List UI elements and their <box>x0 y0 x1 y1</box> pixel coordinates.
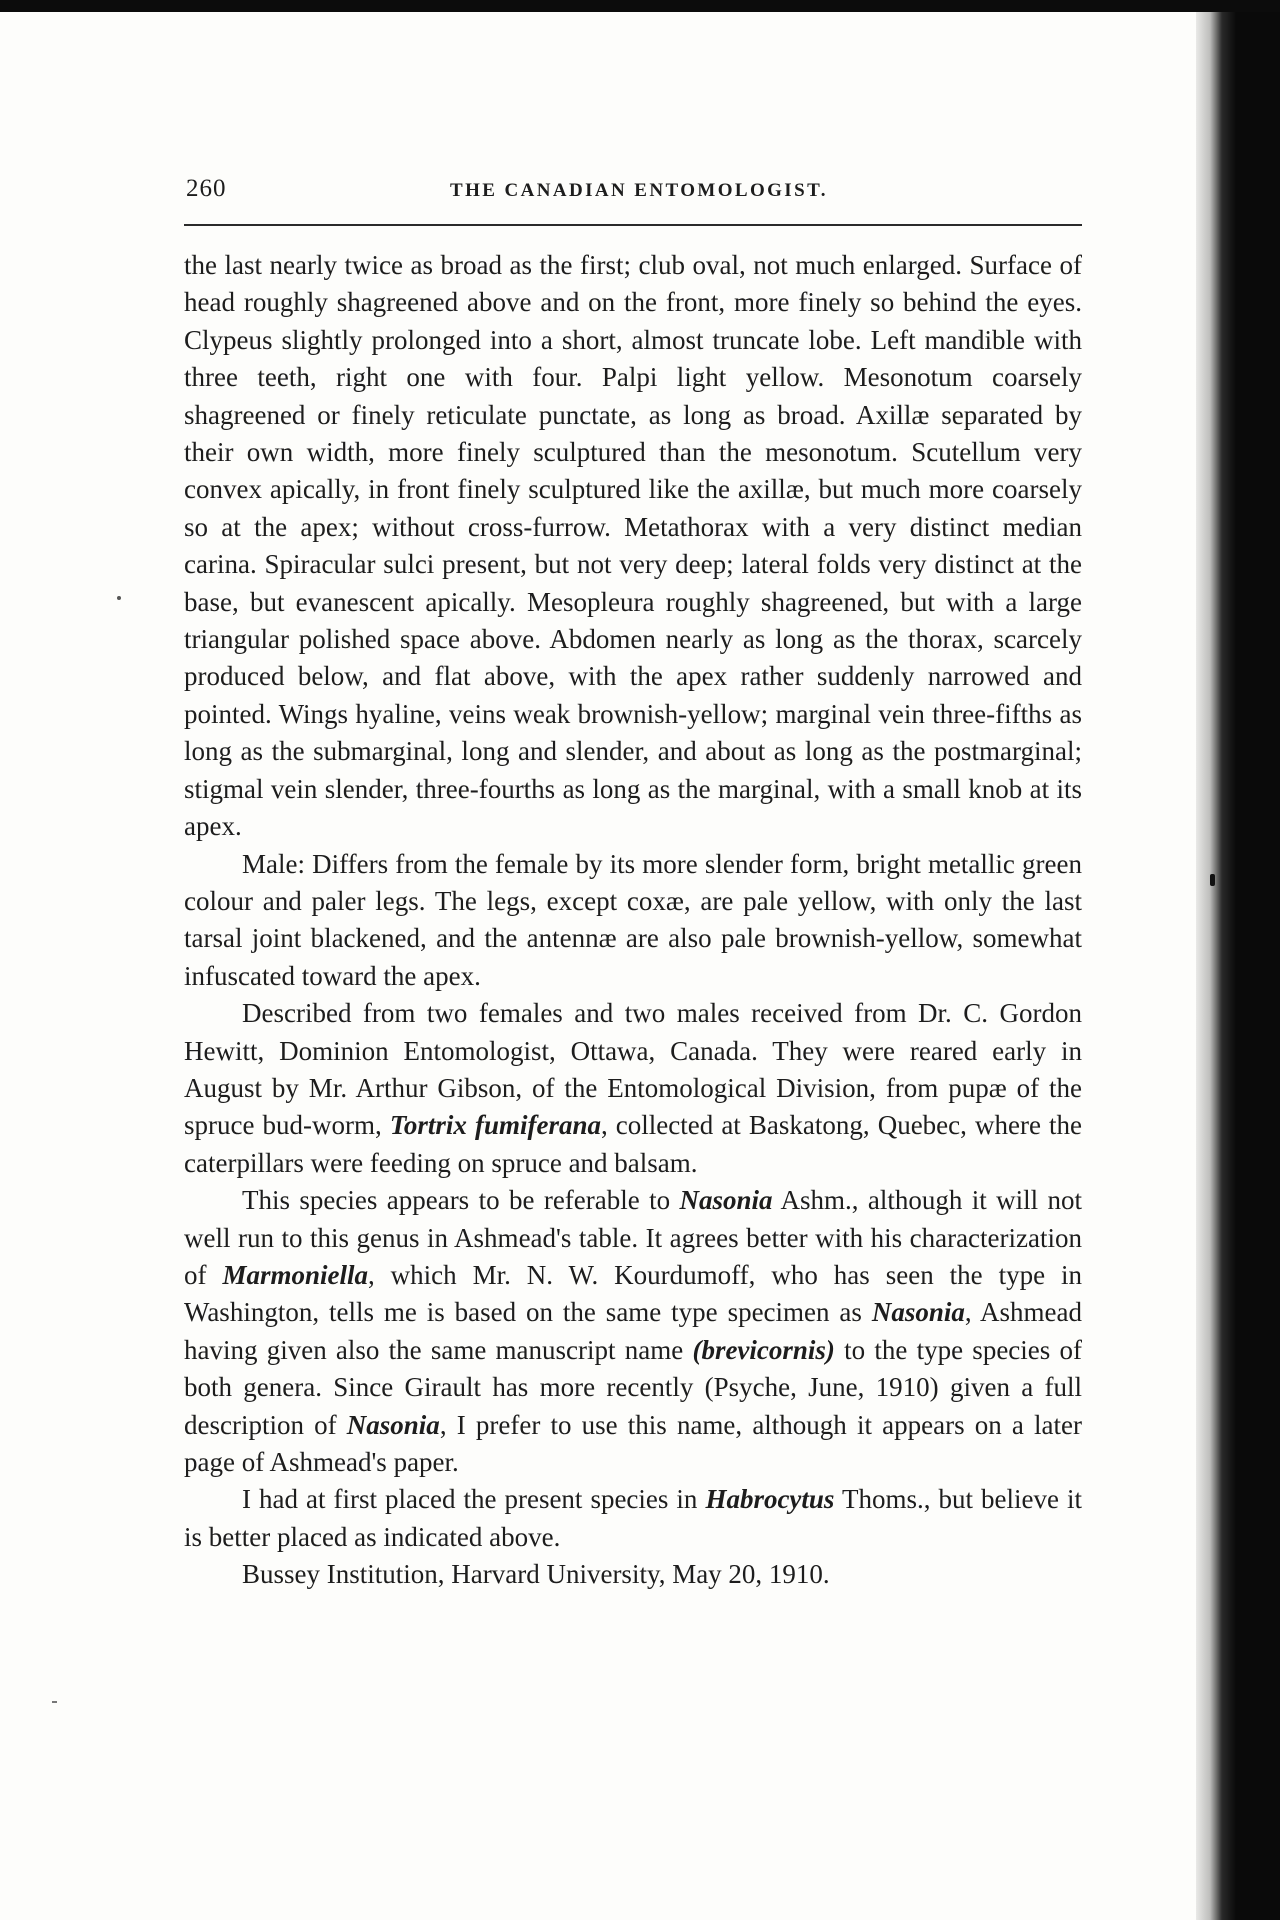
paragraph-text: Described from two females and two males received from Dr. C. Gordon Hewitt, Dominion Entomologist, Ottawa, Canada. They were reared early in August by Mr. Arthur Gibson, of the Entomological Division, from pupæ of the spruce bud-worm, <box>184 998 1082 1141</box>
paragraph-genus-discussion <box>184 1182 1082 1481</box>
article-body <box>184 247 1082 1594</box>
paragraph-material <box>184 995 1082 1182</box>
paragraph-text: , collected at Baskatong, Quebec, where the caterpillars were feeding on spruce and balsam. <box>184 1110 1082 1178</box>
paragraph-text: , I prefer to use this name, although it appears on a later page of Ashmead's paper. <box>184 1409 1082 1477</box>
paragraph-text: the last nearly twice as broad as the first; club oval, not much enlarged. Surface of head roughly shagreened above and on the front, more finely so behind the eyes. Clypeus slightly prolonged into a short, almost truncate lobe. Left mandible with three teeth, right one with four. Palpi light yellow. Mesonotum coarsely shagreened or finely reticulate punctate, as long as broad. Axillæ separated by their own width, more finely sculptured than the mesonotum. Scutellum very convex apically, in front finely sculptured like the axillæ, but much more coarsely so at the apex; without cross-furrow. Metathorax with a very distinct median carina. Spiracular sulci present, but not very deep; lateral folds very distinct at the base, but evanescent apically. Mesopleura roughly shagreened, but with a large triangular polished space above. Abdomen nearly as long as the thorax, scarcely produced below, and flat above, with the apex rather suddenly narrowed and pointed. Wings hyaline, veins weak brownish-yellow; marginal vein three-fifths as long as the submarginal, long and slender, and about as long as the postmarginal; stigmal vein slender, three-fourths as long as the marginal, with a small knob at its apex. <box>184 250 1082 842</box>
book-spine-shadow <box>1196 12 1280 1920</box>
journal-title: THE CANADIAN ENTOMOLOGIST. <box>450 180 828 201</box>
genus-name: Nasonia <box>346 1409 440 1440</box>
scan-top-border <box>0 0 1280 12</box>
spine-mark <box>1210 874 1215 886</box>
genus-name: Marmoniella <box>222 1259 368 1290</box>
paragraph-text: Male: Differs from the female by its more slender form, bright metallic green colour and paler legs. The legs, except coxæ, are pale yellow, with only the last tarsal joint blackened, and the antennæ are also pale brownish-yellow, somewhat infuscated toward the apex. <box>184 848 1082 991</box>
paragraph-text: , which Mr. N. W. Kourdumoff, who has seen the type in Washington, tells me is based on the same type specimen as <box>184 1259 1082 1328</box>
header-rule <box>184 224 1082 226</box>
paragraph-text: Thoms., but believe it is better placed as indicated above. <box>184 1484 1082 1552</box>
species-name: Tortrix fumiferana <box>389 1110 601 1141</box>
genus-name: Nasonia <box>871 1297 965 1328</box>
manuscript-name: (brevicornis) <box>692 1334 835 1365</box>
page-number: 260 <box>186 175 227 202</box>
genus-name: Nasonia <box>679 1185 773 1216</box>
paragraph-text: to the type species of both genera. Since Girault has more recently (Psyche, June, 1910) given a full description of <box>184 1334 1082 1440</box>
paragraph-text: I had at first placed the present species in <box>242 1484 706 1515</box>
paper-speck <box>52 1701 57 1703</box>
signature-text: Bussey Institution, Harvard University, May 20, 1910. <box>242 1559 830 1590</box>
paper-speck <box>117 596 121 600</box>
paragraph-male <box>184 846 1082 996</box>
paragraph-text: , Ashmead having given also the same manuscript name <box>184 1297 1082 1365</box>
paragraph-text: Ashm., although it will not well run to this genus in Ashmead's table. It agrees better with his characterization of <box>184 1185 1082 1290</box>
genus-name: Habrocytus <box>705 1484 835 1515</box>
paragraph-text: This species appears to be referable to <box>242 1185 680 1216</box>
journal-page <box>150 170 1110 1590</box>
paragraph-description-female <box>184 247 1082 846</box>
running-head <box>150 170 1110 210</box>
paragraph-placement <box>184 1481 1082 1556</box>
signature-line <box>184 1556 1082 1593</box>
